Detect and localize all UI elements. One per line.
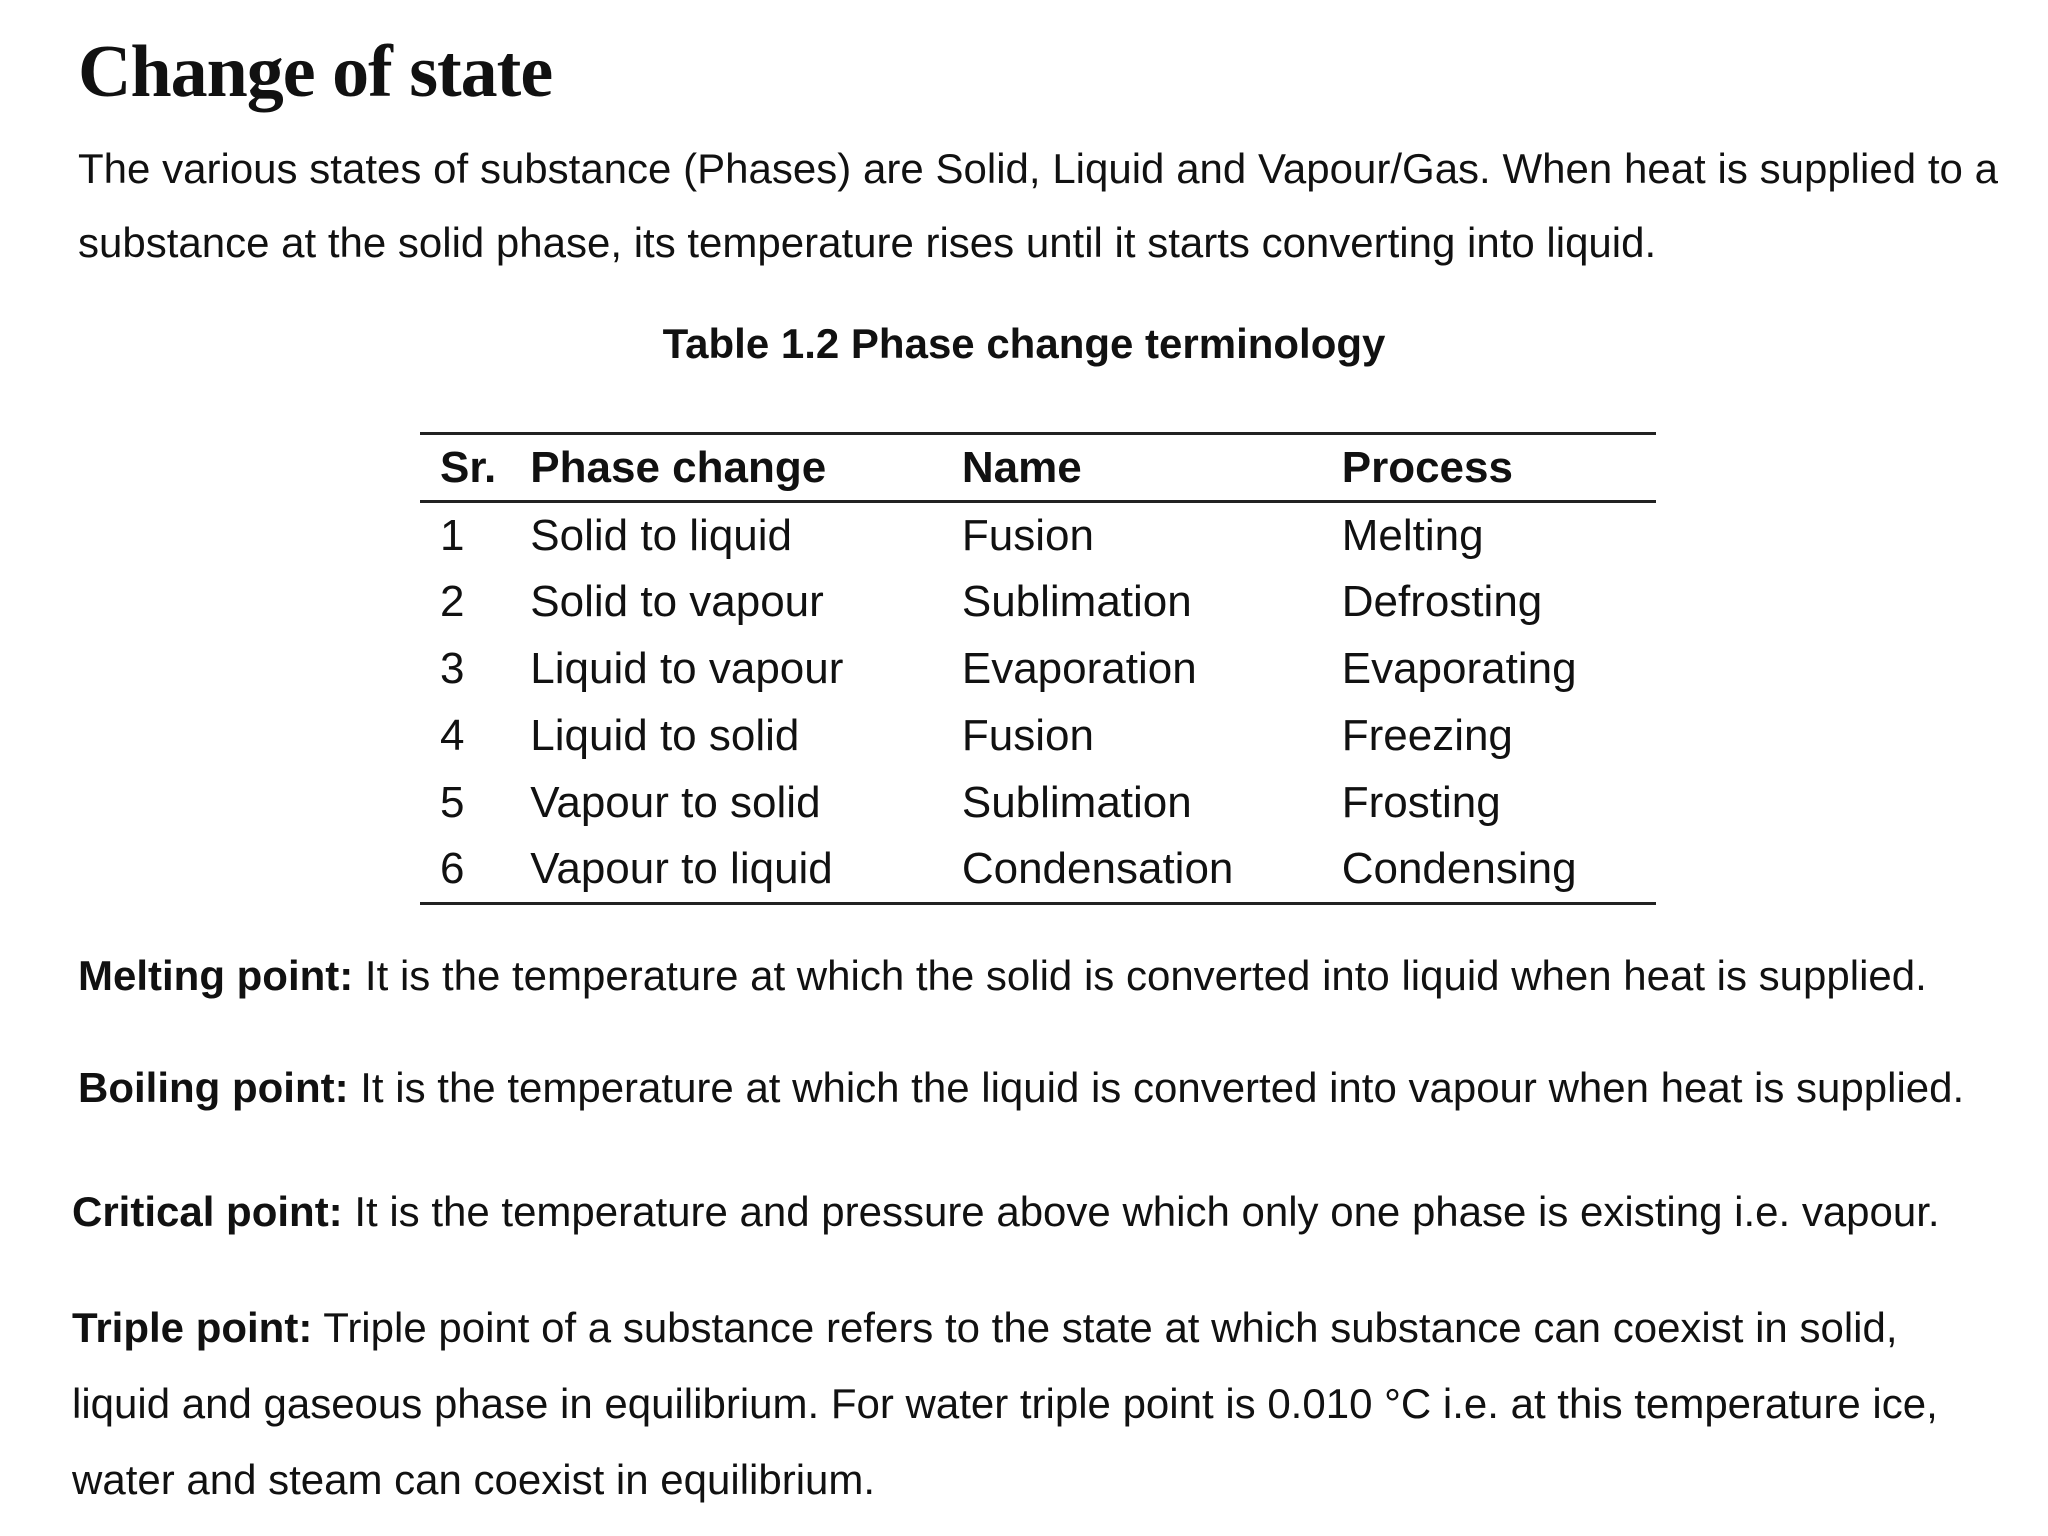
intro-paragraph: The various states of substance (Phases) are Solid, Liquid and Vapour/Gas. When heat is supplied to a substance at the solid phase, its temperature rises until it starts converting into liquid. (78, 145, 1998, 266)
cell-sr: 5 (440, 778, 465, 827)
cell-sr: 4 (440, 711, 465, 760)
cell-sr: 3 (440, 644, 465, 693)
cell-process: Melting (1341, 510, 1484, 560)
header-process: Process (1341, 442, 1513, 492)
table-header-row (420, 434, 1656, 502)
cell-name: Sublimation (961, 577, 1192, 626)
table-caption: Table 1.2 Phase change terminology (662, 320, 1386, 367)
definition-text: It is the temperature and pressure above which only one phase is existing i.e. vapour. (342, 1188, 1940, 1235)
cell-phase-change: Vapour to liquid (530, 844, 833, 894)
cell-sr: 1 (440, 510, 465, 560)
cell-sr: 6 (440, 844, 465, 894)
definition-term: Melting point: (78, 952, 354, 999)
table-row (420, 569, 1656, 636)
phase-change-table (420, 432, 1656, 905)
boiling-point-definition (78, 1050, 1964, 1126)
cell-process: Evaporating (1341, 644, 1577, 693)
header-phase-change: Phase change (530, 442, 827, 492)
definition-text: It is the temperature at which the liquid is converted into vapour when heat is supplied. (348, 1064, 1965, 1111)
header-sr: Sr. (440, 442, 497, 492)
table-row (420, 837, 1656, 904)
cell-phase-change: Solid to vapour (530, 577, 824, 626)
cell-process: Freezing (1341, 711, 1513, 760)
header-name: Name (961, 442, 1082, 492)
page-title: Change of state (78, 31, 553, 113)
melting-point-definition (78, 938, 1927, 1014)
cell-name: Sublimation (961, 778, 1192, 827)
cell-process: Condensing (1341, 844, 1577, 894)
cell-name: Fusion (961, 510, 1094, 560)
cell-name: Condensation (961, 844, 1234, 894)
cell-process: Defrosting (1341, 577, 1543, 626)
definition-term: Triple point: (72, 1304, 313, 1351)
definition-text: Triple point of a substance refers to the state at which substance can coexist in solid, liquid and gaseous phase in equilibrium. For water triple point is 0.010 °C i.e. at this temperature ice, water and steam can coexist in equilibrium. (72, 1304, 1938, 1503)
cell-phase-change: Vapour to solid (530, 778, 821, 827)
cell-phase-change: Liquid to vapour (530, 644, 844, 693)
critical-point-definition (72, 1174, 1940, 1250)
cell-phase-change: Liquid to solid (530, 711, 800, 760)
cell-phase-change: Solid to liquid (530, 510, 793, 560)
cell-name: Evaporation (961, 644, 1197, 693)
cell-sr: 2 (440, 577, 465, 626)
cell-name: Fusion (961, 711, 1094, 760)
triple-point-definition (72, 1290, 1972, 1518)
table-row (420, 703, 1656, 770)
definition-text: It is the temperature at which the solid is converted into liquid when heat is supplied. (353, 952, 1927, 999)
table-row (420, 636, 1656, 703)
definition-term: Critical point: (72, 1188, 343, 1235)
definition-term: Boiling point: (78, 1064, 349, 1111)
cell-process: Frosting (1341, 778, 1501, 827)
table-row (420, 502, 1656, 569)
table-row (420, 770, 1656, 837)
